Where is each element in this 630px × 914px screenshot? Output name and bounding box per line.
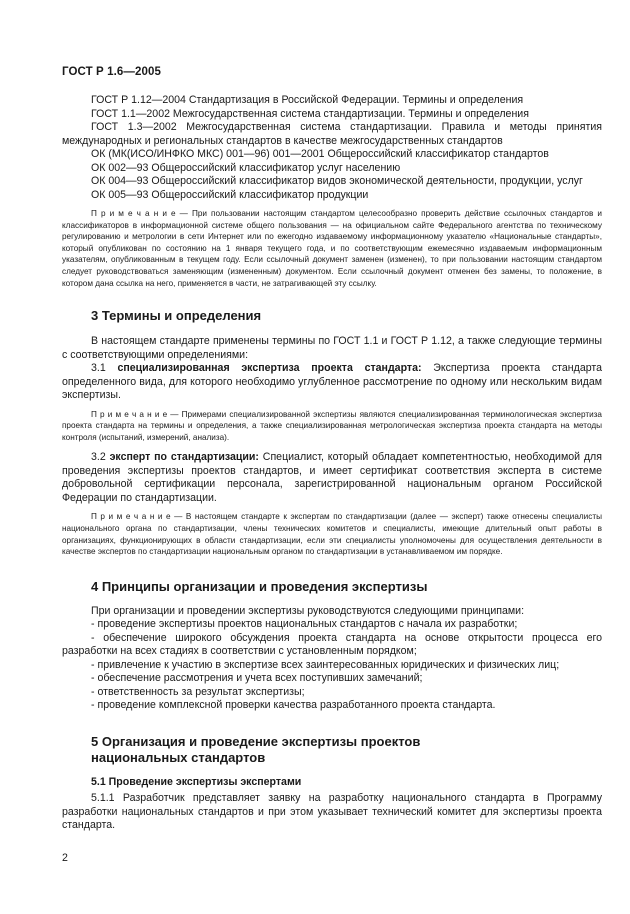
reference-item: ГОСТ 1.3—2002 Межгосударственная система стандартизации. Правила и методы принятия международных и региональных стандартов в качестве межгосударственных стандартов (62, 121, 602, 147)
term-number: 3.2 (91, 451, 106, 464)
note-text: При пользовании настоящим стандартом целесообразно проверить действие ссылочных стандартов и классификаторов в информационной системе общего пользования — на официальном сайте Федерального агентства по техническому регулированию и метрологии в сети Интернет или по ежегодно издаваемому информационному указателю «Национальные стандарты», который опубликован по состоянию на 1 января текущего года, и по соответствующим ежемесячно издаваемым информационным указателям, опубликованным в текущем году. Если ссылочный документ заменен (изменен), то при пользовании настоящим стандартом следует руководствоваться заменяющим (измененным) документом. Если ссылочный документ отменен без замены, то положение, в котором дана ссылка на него, применяется в части, не затрагивающей эту ссылку. (62, 209, 602, 288)
term-definition: Экспертиза проекта стандарта определенного вида, для которого необходимо углубленное рассмотрение по одному или нескольким видам экспертизы. (62, 362, 602, 402)
page-number: 2 (62, 852, 68, 864)
reference-item: ГОСТ 1.1—2002 Межгосударственная система стандартизации. Термины и определения (91, 107, 529, 120)
section-5-title-line2: национальных стандартов (91, 749, 266, 765)
reference-item: ГОСТ Р 1.12—2004 Стандартизация в Российской Федерации. Термины и определения (91, 94, 524, 106)
term-3-2 (62, 451, 602, 505)
term-number: 3.1 (91, 362, 106, 375)
document-header: ГОСТ Р 1.6—2005 (62, 66, 161, 78)
note-label: П р и м е ч а н и е — (91, 512, 183, 522)
section-5-title-line1: 5 Организация и проведение экспертизы проектов (91, 733, 421, 749)
section-3-intro: В настоящем стандарте применены термины по ГОСТ 1.1 и ГОСТ Р 1.12, а также следующие термины с соответствующими определениями: (62, 335, 602, 361)
note-text: В настоящем стандарте к экспертам по стандартизации (далее — эксперт) также отнесены специалисты национального органа по стандартизации, члены технических комитетов и специалисты, имеющие длительный опыт работы в организациях, функционирующих в области стандартизации, если эти специалисты уполномочены для осуществления деятельности в качестве экспертов по стандартизации национальным органом по стандартизации в устанавливаемом им порядке. (62, 512, 602, 557)
section-4-title: 4 Принципы организации и проведения экспертизы (91, 578, 428, 594)
paragraph-5-1-1: 5.1.1 Разработчик представляет заявку на разработку национального стандарта в Программу разработки национальных стандартов и при этом указывает технический комитет для экспертизы проекта стандарта. (62, 792, 602, 832)
reference-item: ОК 002—93 Общероссийский классификатор услуг населению (91, 161, 401, 174)
section-4-intro: При организации и проведении экспертизы руководствуются следующими принципами: (91, 604, 525, 617)
principle-item: - обеспечение рассмотрения и учета всех поступивших замечаний; (91, 672, 423, 685)
term-name: специализированная экспертиза проекта стандарта: (117, 362, 422, 375)
note-text: Примерами специализированной экспертизы являются специализированная терминологическая экспертиза проекта стандарта на термины и определения, а также специализированная метрологическая экспертиза проекта стандарта на методы контроля (испытаний, измерений, анализа). (62, 409, 602, 442)
reference-item: ОК 005—93 Общероссийский классификатор продукции (91, 188, 369, 201)
principle-item: - привлечение к участию в экспертизе всех заинтересованных юридических и физических лиц; (91, 658, 560, 671)
principle-item: - ответственность за результат экспертизы; (91, 685, 305, 698)
term-3-1 (62, 362, 602, 403)
section-5-title (62, 734, 602, 766)
note-3-1 (62, 409, 602, 444)
term-name: эксперт по стандартизации: (109, 451, 259, 464)
note-3-2 (62, 511, 602, 557)
principle-item: - проведение экспертизы проектов национальных стандартов с начала их разработки; (91, 618, 518, 631)
subsection-5-1-title: 5.1 Проведение экспертизы экспертами (91, 775, 302, 788)
note-references (62, 208, 602, 289)
section-3-title: 3 Термины и определения (91, 308, 262, 324)
normative-references (62, 94, 602, 202)
reference-item: ОК (МК(ИСО/ИНФКО МКС) 001—96) 001—2001 Общероссийский классификатор стандартов (91, 148, 549, 160)
note-label: П р и м е ч а н и е — (91, 409, 179, 419)
note-label: П р и м е ч а н и е — (91, 209, 188, 218)
page-content (62, 94, 602, 833)
term-definition: Специалист, который обладает компетентностью, необходимой для проведения экспертизы проектов стандартов, и имеет сертификат соответствия эксперта в системе добровольной сертификации персонала, зарегистрированной национальным органом Российской Федерации по стандартизации. (62, 451, 602, 504)
reference-item: ОК 004—93 Общероссийский классификатор видов экономической деятельности, продукции, услуг (91, 175, 583, 187)
principle-item: - обеспечение широкого обсуждения проекта стандарта на основе открытости процесса его разработки на всех стадиях в соответствии с установленным порядком; (62, 631, 602, 658)
principle-item: - проведение комплексной проверки качества разработанного проекта стандарта. (91, 699, 496, 712)
